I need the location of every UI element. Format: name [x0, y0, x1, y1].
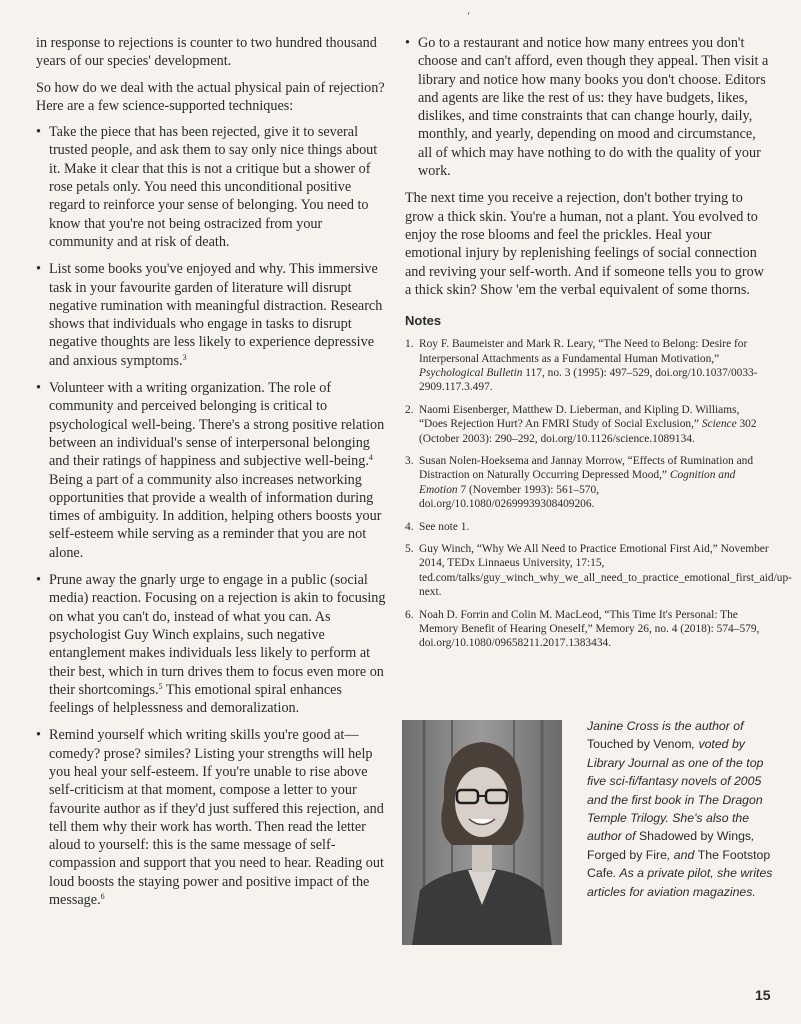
- book-title: The Footstop Cafe: [587, 847, 771, 881]
- techniques-list-continued: [405, 34, 770, 180]
- book-title: Touched by Venom: [587, 737, 692, 752]
- note-item: 2. Naomi Eisenberger, Matthew D. Lieberman, and Kipling D. Williams, “Does Rejection Hurt? An FMRI Study of Social Exclusion,” Science 302 (October 2003): 290–292, doi.org/10.1126/science.1089134.: [405, 403, 757, 445]
- list-item: • Take the piece that has been rejected, give it to several trusted people, and ask them to say only nice things about it. Make it clear that this is not a critique but a shower of rose petals only. You need this unconditional positive regard to reinforce your sense of belonging. You need to know that you're not being ostracized from your community and at risk of death.: [36, 123, 386, 251]
- footnote-ref: 3: [182, 352, 187, 362]
- intro-paragraph-1: in response to rejections is counter to two hundred thousand years of our species' development.: [36, 35, 377, 70]
- page-mark: ‘: [467, 11, 471, 22]
- intro-paragraph-2: So how do we deal with the actual physical pain of rejection? Here are a few science-supported techniques:: [36, 79, 385, 114]
- list-item: • Remind yourself which writing skills you're good at—comedy? prose? similes? Listing your strengths will help you heal your self-esteem. If you're unable to rise above self-criticism at that moment, compose a letter to your favourite author as if they'd just suffered this rejection, and tell them why their work has worth. Then read the letter aloud to yourself: this is the same message of self-compassion and support that you need to hear. Reading out loud boosts the staying power and positive impact of the message.$^6$: [36, 726, 386, 909]
- footnote-ref: 5: [158, 681, 163, 691]
- footnote-ref: 6: [100, 892, 105, 902]
- note-item: 3. Susan Nolen-Hoeksema and Jannay Morrow, “Effects of Rumination and Distraction on Naturally Occurring Depressed Mood,” Cognition and Emotion 7 (November 1993): 561–570, doi.org/10.1080/02699939308409206.: [405, 455, 754, 511]
- notes-heading: Notes: [405, 313, 442, 329]
- note-item: 1. Roy F. Baumeister and Mark R. Leary, “The Need to Belong: Desire for Interpersonal Attachments as a Fundamental Human Motivation,” Psychological Bulletin 117, no. 3 (1995): 497–529, doi.org/10.1037/0033-2909.117.3.497.: [405, 338, 758, 394]
- left-column: [36, 34, 386, 918]
- techniques-list: [36, 123, 386, 909]
- book-title: Shadowed by Wings: [638, 829, 752, 844]
- author-bio: Janine Cross is the author of Touched by Venom, voted by Library Journal as one of the top five sci-fi/fantasy novels of 2005 and the first book in The Dragon Temple Trilogy. She's also the author of Shadowed by Wings, Forged by Fire, and The Footstop Cafe. As a private pilot, she writes articles for aviation magazines.: [587, 719, 773, 899]
- note-item: 5. Guy Winch, “Why We All Need to Practice Emotional First Aid,” November 2014, TEDx Linnaeus University, 17:15, ted.com/talks/guy_winch_why_we_all_need_to_practice_emotional_first_aid/up-next.: [405, 543, 792, 599]
- author-photo: [402, 720, 562, 945]
- notes-list: [405, 337, 792, 651]
- right-column: [405, 34, 792, 659]
- list-item: • Go to a restaurant and notice how many entrees you don't choose and can't afford, even though they appeal. Then visit a library and notice how many books you don't choose. Editors and agents are like the rest of us: they have budgets, likes, dislikes, and time constraints that can change hourly, daily, monthly, and yearly, depending on mood and circumstance, all of which may have nothing to do with the quality of your work.: [405, 34, 770, 180]
- note-item: 6. Noah D. Forrin and Colin M. MacLeod, “This Time It's Personal: The Memory Benefit of Hearing Oneself,” Memory 26, no. 4 (2018): 574–579, doi.org/10.1080/09658211.2017.1383434.: [405, 608, 760, 650]
- page-number: 15: [755, 987, 771, 1003]
- list-item: • Prune away the gnarly urge to engage in a public (social media) reaction. Focusing on a rejection is akin to focusing on what you can't do, instead of what you can. As psychologist Guy Winch explains, such negative entanglement makes individuals less likely to perform at their best, which in turn drives them to focus even more on their shortcomings.$^5$ This emotional spiral enhances feelings of helplessness and demoralization.: [36, 571, 386, 717]
- closing-paragraph: The next time you receive a rejection, don't bother trying to grow a thick skin. You're a human, not a plant. You evolved to enjoy the rose blooms and feel the prickles. Heal your emotional injury by replenishing feelings of social connection and reviving your self-worth. And if someone tells you to grow a thick skin? Show 'em the verbal equivalent of some thorns.: [405, 190, 764, 298]
- list-item: • Volunteer with a writing organization. The role of community and perceived belonging is critical to psychological well-being. There's a strong positive relation between an individual's sense of interpersonal belonging and their ratings of happiness and subjective well-being.$^4$ Being a part of a community also increases networking opportunities that provide a wealth of information during times of ambiguity. In addition, helping others boosts your self-esteem while serving as a reminder that you are not alone.: [36, 379, 386, 562]
- author-portrait-image: [402, 720, 562, 945]
- footnote-ref: 4: [368, 453, 373, 463]
- note-item: 4. See note 1.: [405, 520, 470, 533]
- list-item: • List some books you've enjoyed and why. This immersive task in your favourite garden of literature will disrupt negative rumination with meaningful distraction. Research shows that individuals who engage in tasks to disrupt negative thoughts are less likely to experience depressive and anxious symptoms.$^3$: [36, 260, 386, 370]
- book-title: Forged by Fire: [587, 847, 667, 862]
